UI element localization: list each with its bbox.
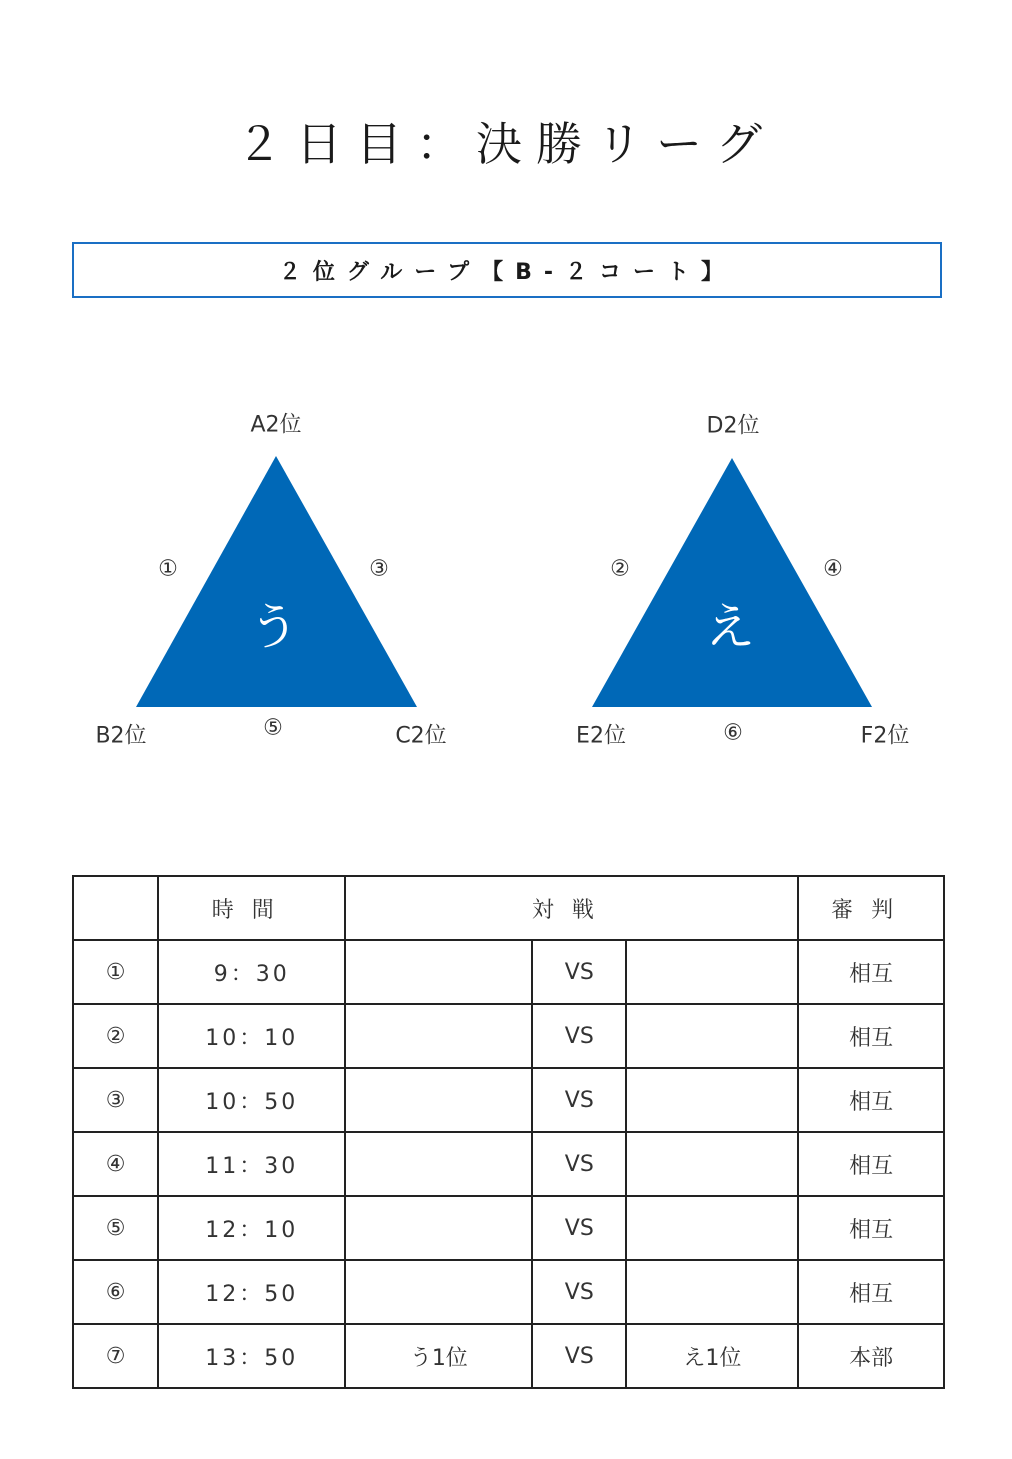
table-header-row [73,876,944,940]
row-no: ② [73,1004,158,1068]
row-referee: 相互 [798,1196,944,1260]
table-row [73,1004,944,1068]
row-team1 [345,1132,532,1196]
edge-label-2: ② [610,556,630,582]
edge-label-3: ③ [369,556,389,582]
edge-label-6: ⑥ [723,720,743,746]
row-no: ③ [73,1068,158,1132]
row-no: ① [73,940,158,1004]
league-diagrams [0,380,1012,780]
schedule-table [72,875,945,1389]
row-vs: VS [532,1260,626,1324]
header-match: 対戦 [345,876,798,940]
group-label: ２位グループ【B-２コート】 [278,259,736,285]
row-no: ⑥ [73,1260,158,1324]
vertex-left-b2: B2位 [95,723,147,749]
row-time: 13：50 [158,1324,345,1388]
row-vs: VS [532,1132,626,1196]
edge-label-5: ⑤ [263,715,283,741]
table-row [73,1196,944,1260]
row-time: 12：50 [158,1260,345,1324]
table-row [73,1132,944,1196]
vertex-right-c2: C2位 [395,723,447,749]
row-referee: 相互 [798,940,944,1004]
row-vs: VS [532,1196,626,1260]
edge-label-4: ④ [823,556,843,582]
table-row [73,940,944,1004]
row-vs: VS [532,1004,626,1068]
vertex-top-d2: D2位 [706,413,760,439]
row-team1 [345,1004,532,1068]
header-no [73,876,158,940]
row-team2: え1位 [626,1324,798,1388]
row-time: 9：30 [158,940,345,1004]
row-referee: 相互 [798,1068,944,1132]
kana-u: う [249,598,299,656]
row-time: 12：10 [158,1196,345,1260]
row-referee: 相互 [798,1004,944,1068]
row-no: ⑤ [73,1196,158,1260]
row-time: 10：10 [158,1004,345,1068]
row-time: 11：30 [158,1132,345,1196]
table-row [73,1260,944,1324]
row-team1 [345,1196,532,1260]
row-referee: 相互 [798,1132,944,1196]
row-referee: 本部 [798,1324,944,1388]
row-team2 [626,940,798,1004]
row-team1 [345,1068,532,1132]
row-team2 [626,1260,798,1324]
table-row [73,1068,944,1132]
row-no: ⑦ [73,1324,158,1388]
row-time: 10：50 [158,1068,345,1132]
row-team1 [345,940,532,1004]
edge-label-1: ① [158,556,178,582]
row-team2 [626,1068,798,1132]
vertex-right-f2: F2位 [860,723,910,749]
page-title: ２日目：決勝リーグ [236,117,776,171]
triangle-e [592,458,872,707]
header-time: 時間 [158,876,345,940]
row-team2 [626,1132,798,1196]
group-label-box [72,242,942,298]
row-vs: VS [532,1324,626,1388]
vertex-left-e2: E2位 [576,723,626,749]
row-no: ④ [73,1132,158,1196]
row-vs: VS [532,1068,626,1132]
kana-e: え [705,598,755,656]
triangle-u [136,456,417,707]
row-team2 [626,1004,798,1068]
row-team1 [345,1260,532,1324]
row-team2 [626,1196,798,1260]
row-vs: VS [532,940,626,1004]
table-row [73,1324,944,1388]
vertex-top-a2: A2位 [250,412,302,438]
row-referee: 相互 [798,1260,944,1324]
header-referee: 審判 [798,876,944,940]
row-team1: う1位 [345,1324,532,1388]
